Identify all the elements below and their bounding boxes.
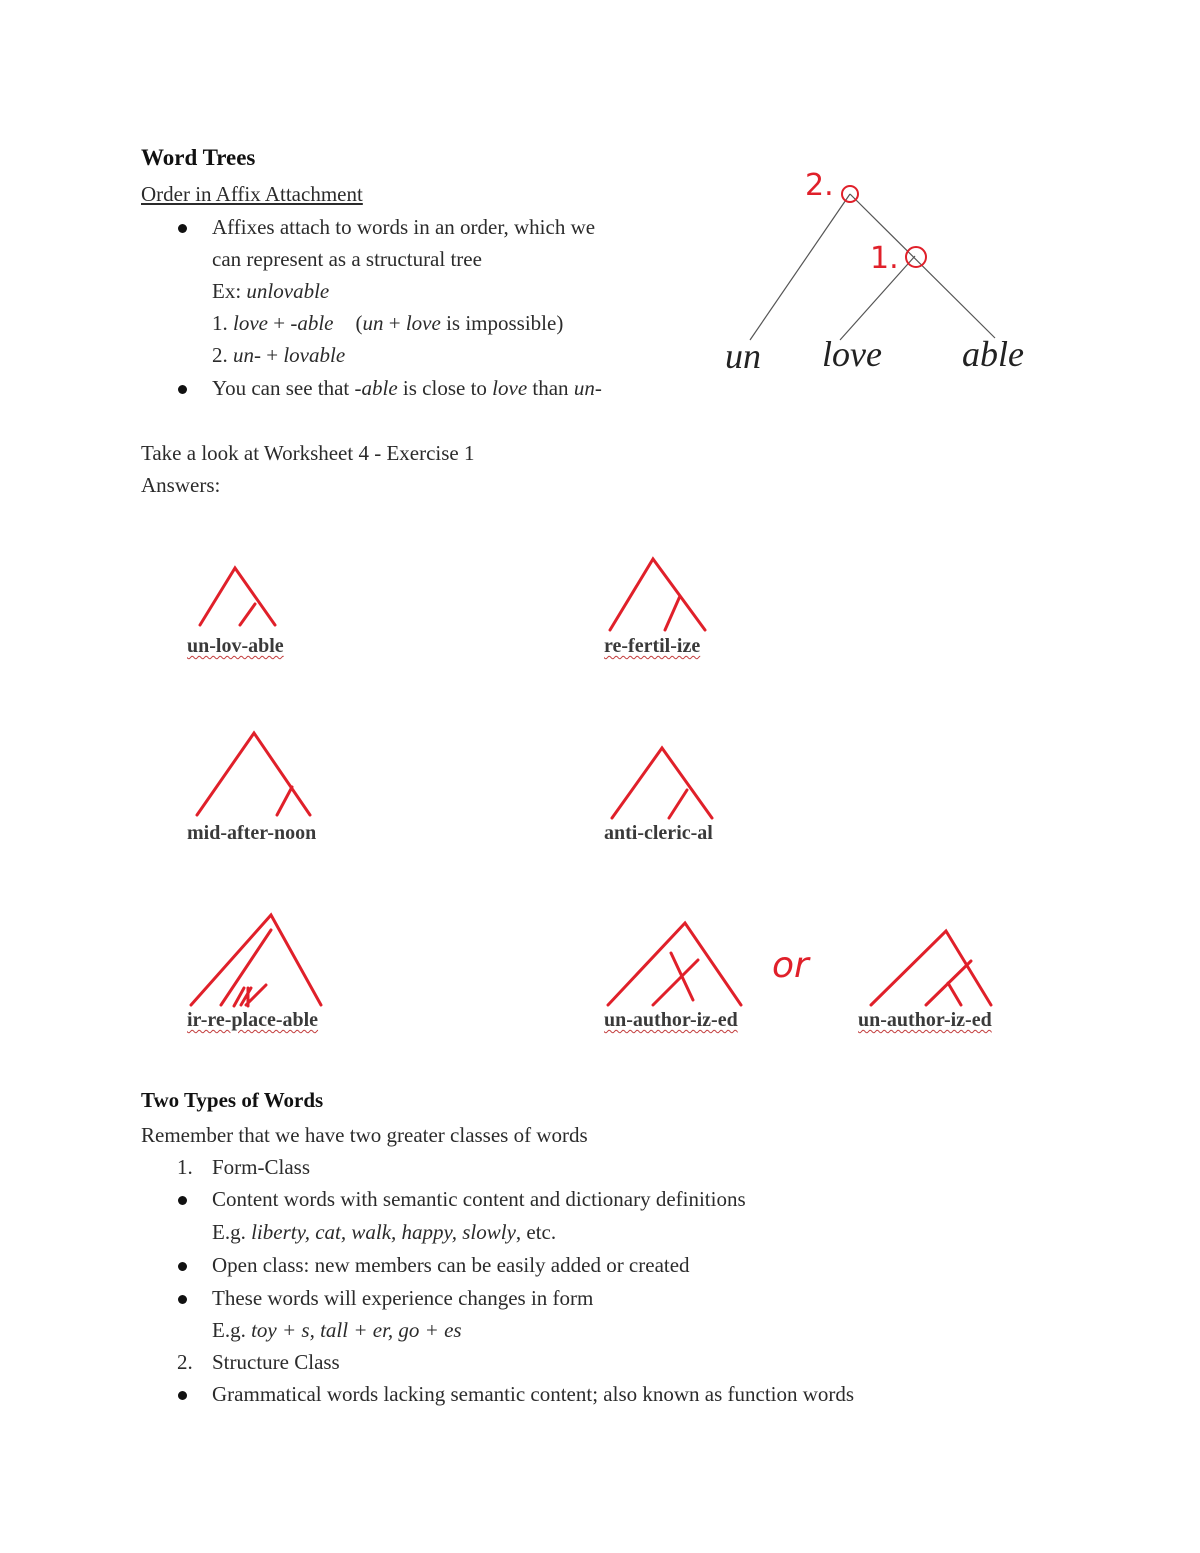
step-word: -able <box>290 311 334 335</box>
step-word: love <box>405 311 441 335</box>
bullet-text: Affixes attach to words in an order, which we <box>212 215 596 239</box>
answers-label: Answers: <box>141 473 221 497</box>
bullet-text: Grammatical words lacking semantic content; also known as function words <box>212 1382 855 1406</box>
list-number: 2. <box>177 1350 193 1374</box>
tree-label <box>858 1009 992 1032</box>
list-item: Form-Class <box>212 1155 311 1179</box>
ex-prefix: Ex: <box>212 279 247 303</box>
text: E.g. <box>212 1318 252 1342</box>
text: -able <box>354 376 398 400</box>
bullet-dot <box>178 1391 187 1400</box>
bullet-text: Content words with semantic content and dictionary definitions <box>212 1187 746 1211</box>
node-label-2: 2. <box>805 168 834 203</box>
tree-drawing <box>195 560 295 630</box>
bullet-dot <box>178 385 187 394</box>
ex-word: unlovable <box>246 279 330 303</box>
word-able: able <box>962 334 1024 374</box>
page-title: Word Trees <box>141 145 256 170</box>
step-rest: is impossible) <box>440 311 564 335</box>
text: E.g. <box>212 1220 252 1244</box>
step-word: lovable <box>283 343 346 367</box>
tree-drawing <box>605 553 715 633</box>
worksheet-line: Take a look at Worksheet 4 - Exercise 1 <box>141 441 475 465</box>
bullet-dot <box>178 1196 187 1205</box>
tree-label <box>604 635 700 658</box>
bullet-text: These words will experience changes in form <box>212 1286 594 1310</box>
text: is close to <box>397 376 493 400</box>
word-love: love <box>822 334 882 374</box>
plus: + <box>261 343 284 367</box>
example-line <box>212 275 329 307</box>
paren: ( <box>355 311 363 335</box>
example-words: toy + s, tall + er, go + es <box>251 1318 462 1342</box>
tree-label <box>604 1009 738 1032</box>
step-2 <box>212 339 345 371</box>
branch-line <box>750 194 850 340</box>
tree-word: ir-re-place-able <box>187 1009 319 1031</box>
step-num: 1. <box>212 311 233 335</box>
tree-word: re-fertil-ize <box>604 635 701 657</box>
tree-word: un-lov-able <box>187 635 284 657</box>
node-circle <box>906 247 926 267</box>
text: un- <box>573 376 602 400</box>
text: love <box>492 376 528 400</box>
node-label-1: 1. <box>870 241 899 276</box>
section-heading: Two Types of Words <box>141 1088 324 1112</box>
tree-drawing <box>607 742 722 822</box>
step-word: un <box>362 311 384 335</box>
word-un: un <box>725 336 761 376</box>
step-num: 2. <box>212 343 233 367</box>
bullet-text <box>212 372 602 404</box>
tree-label: anti-cleric-al <box>604 822 713 844</box>
example-words: liberty, cat, walk, happy, slowly <box>251 1220 516 1244</box>
tree-label <box>187 635 284 658</box>
affix-tree-diagram <box>700 160 1060 390</box>
list-item: Structure Class <box>212 1350 340 1374</box>
bullet-text-cont: can represent as a structural tree <box>212 247 482 271</box>
tree-word: un-author-iz-ed <box>604 1009 738 1031</box>
step-word: un- <box>233 343 261 367</box>
tree-drawing <box>603 915 748 1010</box>
list-number: 1. <box>177 1155 193 1179</box>
text: , etc. <box>515 1220 557 1244</box>
text: than <box>527 376 574 400</box>
bullet-dot <box>178 1262 187 1271</box>
example-line <box>212 1314 462 1346</box>
plus: + <box>383 311 406 335</box>
or-label: or <box>772 945 809 986</box>
plus: + <box>267 311 291 335</box>
section-intro: Remember that we have two greater classes of words <box>141 1123 588 1147</box>
example-line <box>212 1216 556 1248</box>
bullet-dot <box>178 1295 187 1304</box>
text: You can see that <box>212 376 355 400</box>
tree-label: mid-after-noon <box>187 822 317 844</box>
tree-drawing <box>186 910 331 1010</box>
tree-word: un-author-iz-ed <box>858 1009 992 1031</box>
tree-label <box>187 1009 318 1032</box>
step-1 <box>212 307 563 339</box>
section-subheading: Order in Affix Attachment <box>141 182 363 206</box>
step-word: love <box>233 311 268 335</box>
tree-drawing <box>192 725 322 820</box>
bullet-dot <box>178 224 187 233</box>
tree-drawing <box>866 925 1001 1010</box>
bullet-text: Open class: new members can be easily added or created <box>212 1253 690 1277</box>
